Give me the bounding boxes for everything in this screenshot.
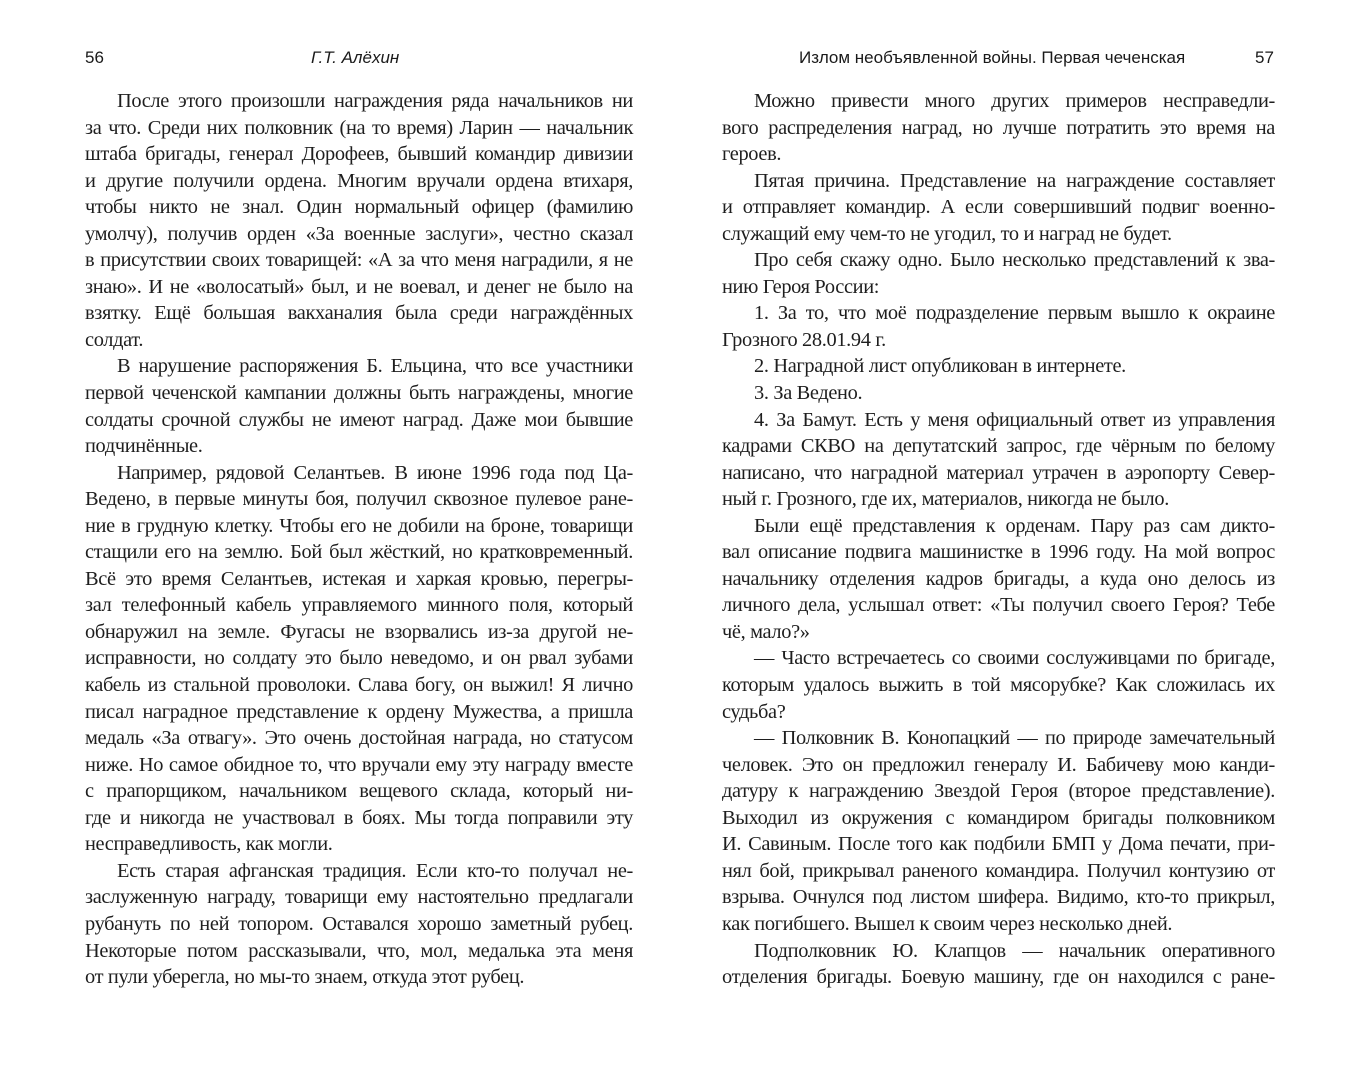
- running-head-title: Излом необъявленной войны. Первая чеченская: [799, 48, 1186, 67]
- text-line: В нарушение распоряжения Б. Ельцина, что все участники: [117, 355, 633, 378]
- text-line: начальнику отделения кадров бригады, а куда оно делось из: [722, 567, 1275, 590]
- text-line: которым удалось выжить в той мясорубке? Как сложилась их: [722, 674, 1275, 697]
- text-line: зал телефонный кабель управляемого минного поля, который: [85, 594, 633, 617]
- text-line: солдаты срочной службы не имеют наград. Даже мои бывшие: [85, 408, 633, 431]
- text-line: кадрами СКВО на депутатский запрос, где чёрным по белому: [722, 435, 1275, 458]
- right-page-body: [722, 88, 1275, 991]
- text-line: Пятая причина. Представление на награждение составляет: [754, 169, 1275, 192]
- text-line: Подполковник Ю. Клапцов — начальник оперативного: [754, 939, 1275, 962]
- text-line: умолчу), получив орден «За военные заслуги», честно сказал: [85, 222, 633, 245]
- text-line: штаба бригады, генерал Дорофеев, бывший командир дивизии: [85, 143, 633, 166]
- text-line: Можно привести много других примеров несправедли-: [754, 90, 1275, 112]
- text-line: — Часто встречаетесь со своими сослуживцами по бригаде,: [754, 647, 1275, 670]
- text-line: чё, мало?»: [722, 620, 810, 643]
- text-line: писал наградное представление к ордену Мужества, а пришла: [85, 700, 633, 723]
- text-line: как погибшего. Вышел к своим через несколько дней.: [722, 912, 1173, 935]
- text-line: исправности, но солдату это было неведомо, и он рвал зубами: [85, 647, 633, 670]
- text-line: После этого произошли награждения ряда начальников ни: [117, 90, 633, 112]
- text-line: рубануть по ней топором. Оставался хорошо заметный рубец.: [85, 912, 633, 935]
- text-line: взрыва. Очнулся под листом шифера. Видимо, кто-то прикрыл,: [722, 886, 1275, 909]
- text-line: Всё это время Селантьев, истекая и харкая кровью, перегры-: [85, 567, 633, 590]
- text-line: Ведено, в первые минуты боя, получил сквозное пулевое ране-: [85, 488, 633, 511]
- page-number: 56: [85, 48, 104, 67]
- text-line: заслуженную награду, товарищи ему настоятельно предлагали: [85, 886, 633, 909]
- text-line: ние в грудную клетку. Чтобы его не добили на броне, товарищи: [85, 514, 633, 537]
- text-line: Есть старая афганская традиция. Если кто-то получал не-: [117, 859, 633, 882]
- text-line: первой чеченской кампании должны быть награждены, многие: [85, 382, 633, 405]
- text-line: датуру к награждению Звездой Героя (второе представление).: [722, 780, 1275, 803]
- text-line: подчинённые.: [85, 435, 203, 458]
- text-line: героев.: [722, 143, 782, 166]
- text-line: Грозного 28.01.94 г.: [722, 328, 886, 351]
- text-line: обнаружил на земле. Фугасы не взорвались из-за другой не-: [85, 620, 633, 643]
- page-number: 57: [1255, 48, 1274, 67]
- text-line: чтобы никто не знал. Один нормальный офицер (фамилию: [85, 196, 633, 219]
- text-line: нял бой, прикрывал раненого командира. Получил контузию от: [722, 859, 1275, 882]
- text-line: 1. За то, что моё подразделение первым вышло к окраине: [754, 302, 1275, 325]
- text-line: медаль «За отвагу». Это очень достойная награда, но статусом: [85, 727, 633, 750]
- running-head-author: Г.Т. Алёхин: [311, 48, 400, 67]
- text-line: и отправляет командир. А если совершивший подвиг военно-: [722, 196, 1275, 219]
- text-line: написано, что наградной материал утрачен в аэропорту Север-: [722, 461, 1275, 484]
- text-line: человек. Это он предложил генералу И. Бабичеву мою канди-: [722, 753, 1275, 776]
- text-line: — Полковник В. Конопацкий — по природе замечательный: [754, 727, 1275, 750]
- text-line: 3. За Ведено.: [754, 382, 863, 405]
- text-line: личного дела, услышал ответ: «Ты получил своего Героя? Тебе: [722, 594, 1275, 617]
- text-line: солдат.: [85, 328, 144, 351]
- text-line: отделения бригады. Боевую машину, где он находился с ране-: [722, 966, 1275, 989]
- text-line: в присутствии своих товарищей: «А за что меня наградили, я не: [85, 249, 633, 272]
- text-line: вого распределения наград, но лучше потратить это время на: [722, 116, 1275, 139]
- text-line: 4. За Бамут. Есть у меня официальный ответ из управления: [754, 408, 1275, 431]
- text-line: с прапорщиком, начальником вещевого склада, который ни-: [85, 780, 633, 803]
- text-line: судьба?: [722, 700, 786, 723]
- text-line: стащили его на землю. Бой был жёсткий, но кратковременный.: [85, 541, 633, 564]
- text-line: Выходил из окружения с командиром бригады полковником: [722, 806, 1275, 829]
- text-line: Про себя скажу одно. Было несколько представлений к зва-: [754, 249, 1275, 272]
- text-line: вал описание подвига машинистке в 1996 году. На мой вопрос: [722, 541, 1275, 564]
- text-line: где и никогда не участвовал в боях. Мы тогда поправили эту: [85, 806, 633, 829]
- text-line: за что. Среди них полковник (на то время) Ларин — начальник: [85, 116, 633, 139]
- left-page-body: [85, 88, 633, 991]
- text-line: Например, рядовой Селантьев. В июне 1996 года под Ца-: [117, 461, 633, 484]
- right-page: [679, 0, 1358, 1080]
- text-line: кабель из стальной проволоки. Слава богу, он выжил! Я лично: [85, 674, 633, 697]
- text-line: 2. Наградной лист опубликован в интернете.: [754, 355, 1126, 378]
- text-line: ный г. Грозного, где их, материалов, никогда не было.: [722, 488, 1169, 511]
- text-line: И. Савиным. После того как подбили БМП у Дома печати, при-: [722, 833, 1275, 856]
- text-line: нию Героя России:: [722, 275, 880, 298]
- text-line: взятку. Ещё большая вакханалия была среди награждённых: [85, 302, 633, 325]
- text-line: ниже. Но самое обидное то, что вручали ему эту награду вместе: [85, 753, 633, 776]
- text-line: Некоторые потом рассказывали, что, мол, медалька эта меня: [85, 939, 633, 962]
- text-line: знаю». И не «волосатый» был, и не воевал, и денег не было на: [85, 275, 633, 298]
- text-line: Были ещё представления к орденам. Пару раз сам дикто-: [754, 514, 1275, 537]
- text-line: несправедливость, как могли.: [85, 833, 333, 856]
- text-line: служащий ему чем-то не угодил, то и наград не будет.: [722, 222, 1172, 245]
- text-line: от пули уберегла, но мы-то знаем, откуда этот рубец.: [85, 966, 525, 989]
- text-line: и другие получили ордена. Многим вручали ордена втихаря,: [85, 169, 633, 192]
